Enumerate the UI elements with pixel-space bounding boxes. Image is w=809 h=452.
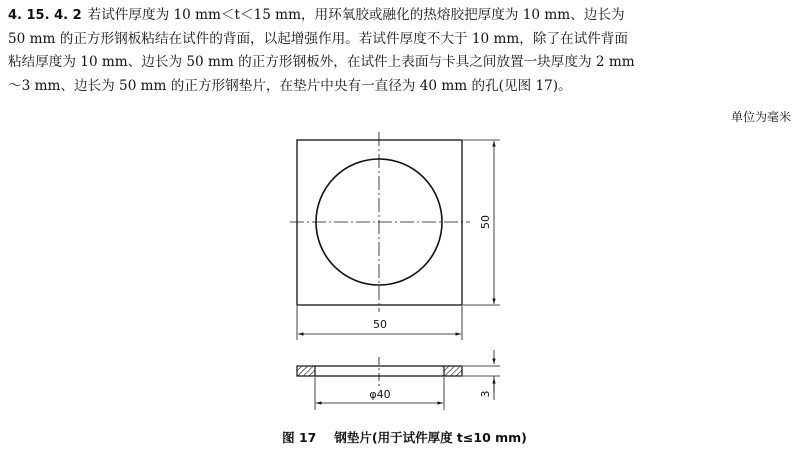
caption-text: 钢垫片(用于试件厚度 t≤10 mm): [334, 430, 527, 445]
caption-number: 图 17: [282, 430, 317, 445]
dim-label-hole: φ40: [369, 388, 391, 401]
plan-view: [290, 132, 500, 340]
paragraph-line-3: 粘结厚度为 10 mm、边长为 50 mm 的正方形钢板外，在试件上表面与卡具之间放置一块厚度为 2 mm: [8, 54, 635, 70]
section-number: 4. 15. 4. 2: [8, 8, 82, 23]
figure-caption: [0, 428, 809, 446]
section-view: [297, 350, 500, 410]
dim-label-bottom: 50: [373, 318, 387, 331]
paragraph-line-2: 50 mm 的正方形钢板粘结在试件的背面，以起增强作用。若试件厚度不大于 10 mm，除了在试件背面: [8, 30, 628, 47]
paragraph-line-1: 若试件厚度为 10 mm＜t＜15 mm，用环氧胶或融化的热熔胶把厚度为 10 mm、边长为: [87, 7, 625, 23]
paragraph-line-4: ～3 mm、边长为 50 mm 的正方形钢垫片，在垫片中央有一直径为 40 mm 的孔(见图 17)。: [8, 77, 572, 94]
unit-note: 单位为毫米: [730, 110, 791, 124]
dim-label-thickness: 3: [479, 390, 492, 398]
section-left-solid: [297, 366, 315, 376]
section-right-solid: [444, 366, 462, 376]
dim-label-right: 50: [479, 215, 492, 229]
shim-outline: [297, 140, 462, 305]
